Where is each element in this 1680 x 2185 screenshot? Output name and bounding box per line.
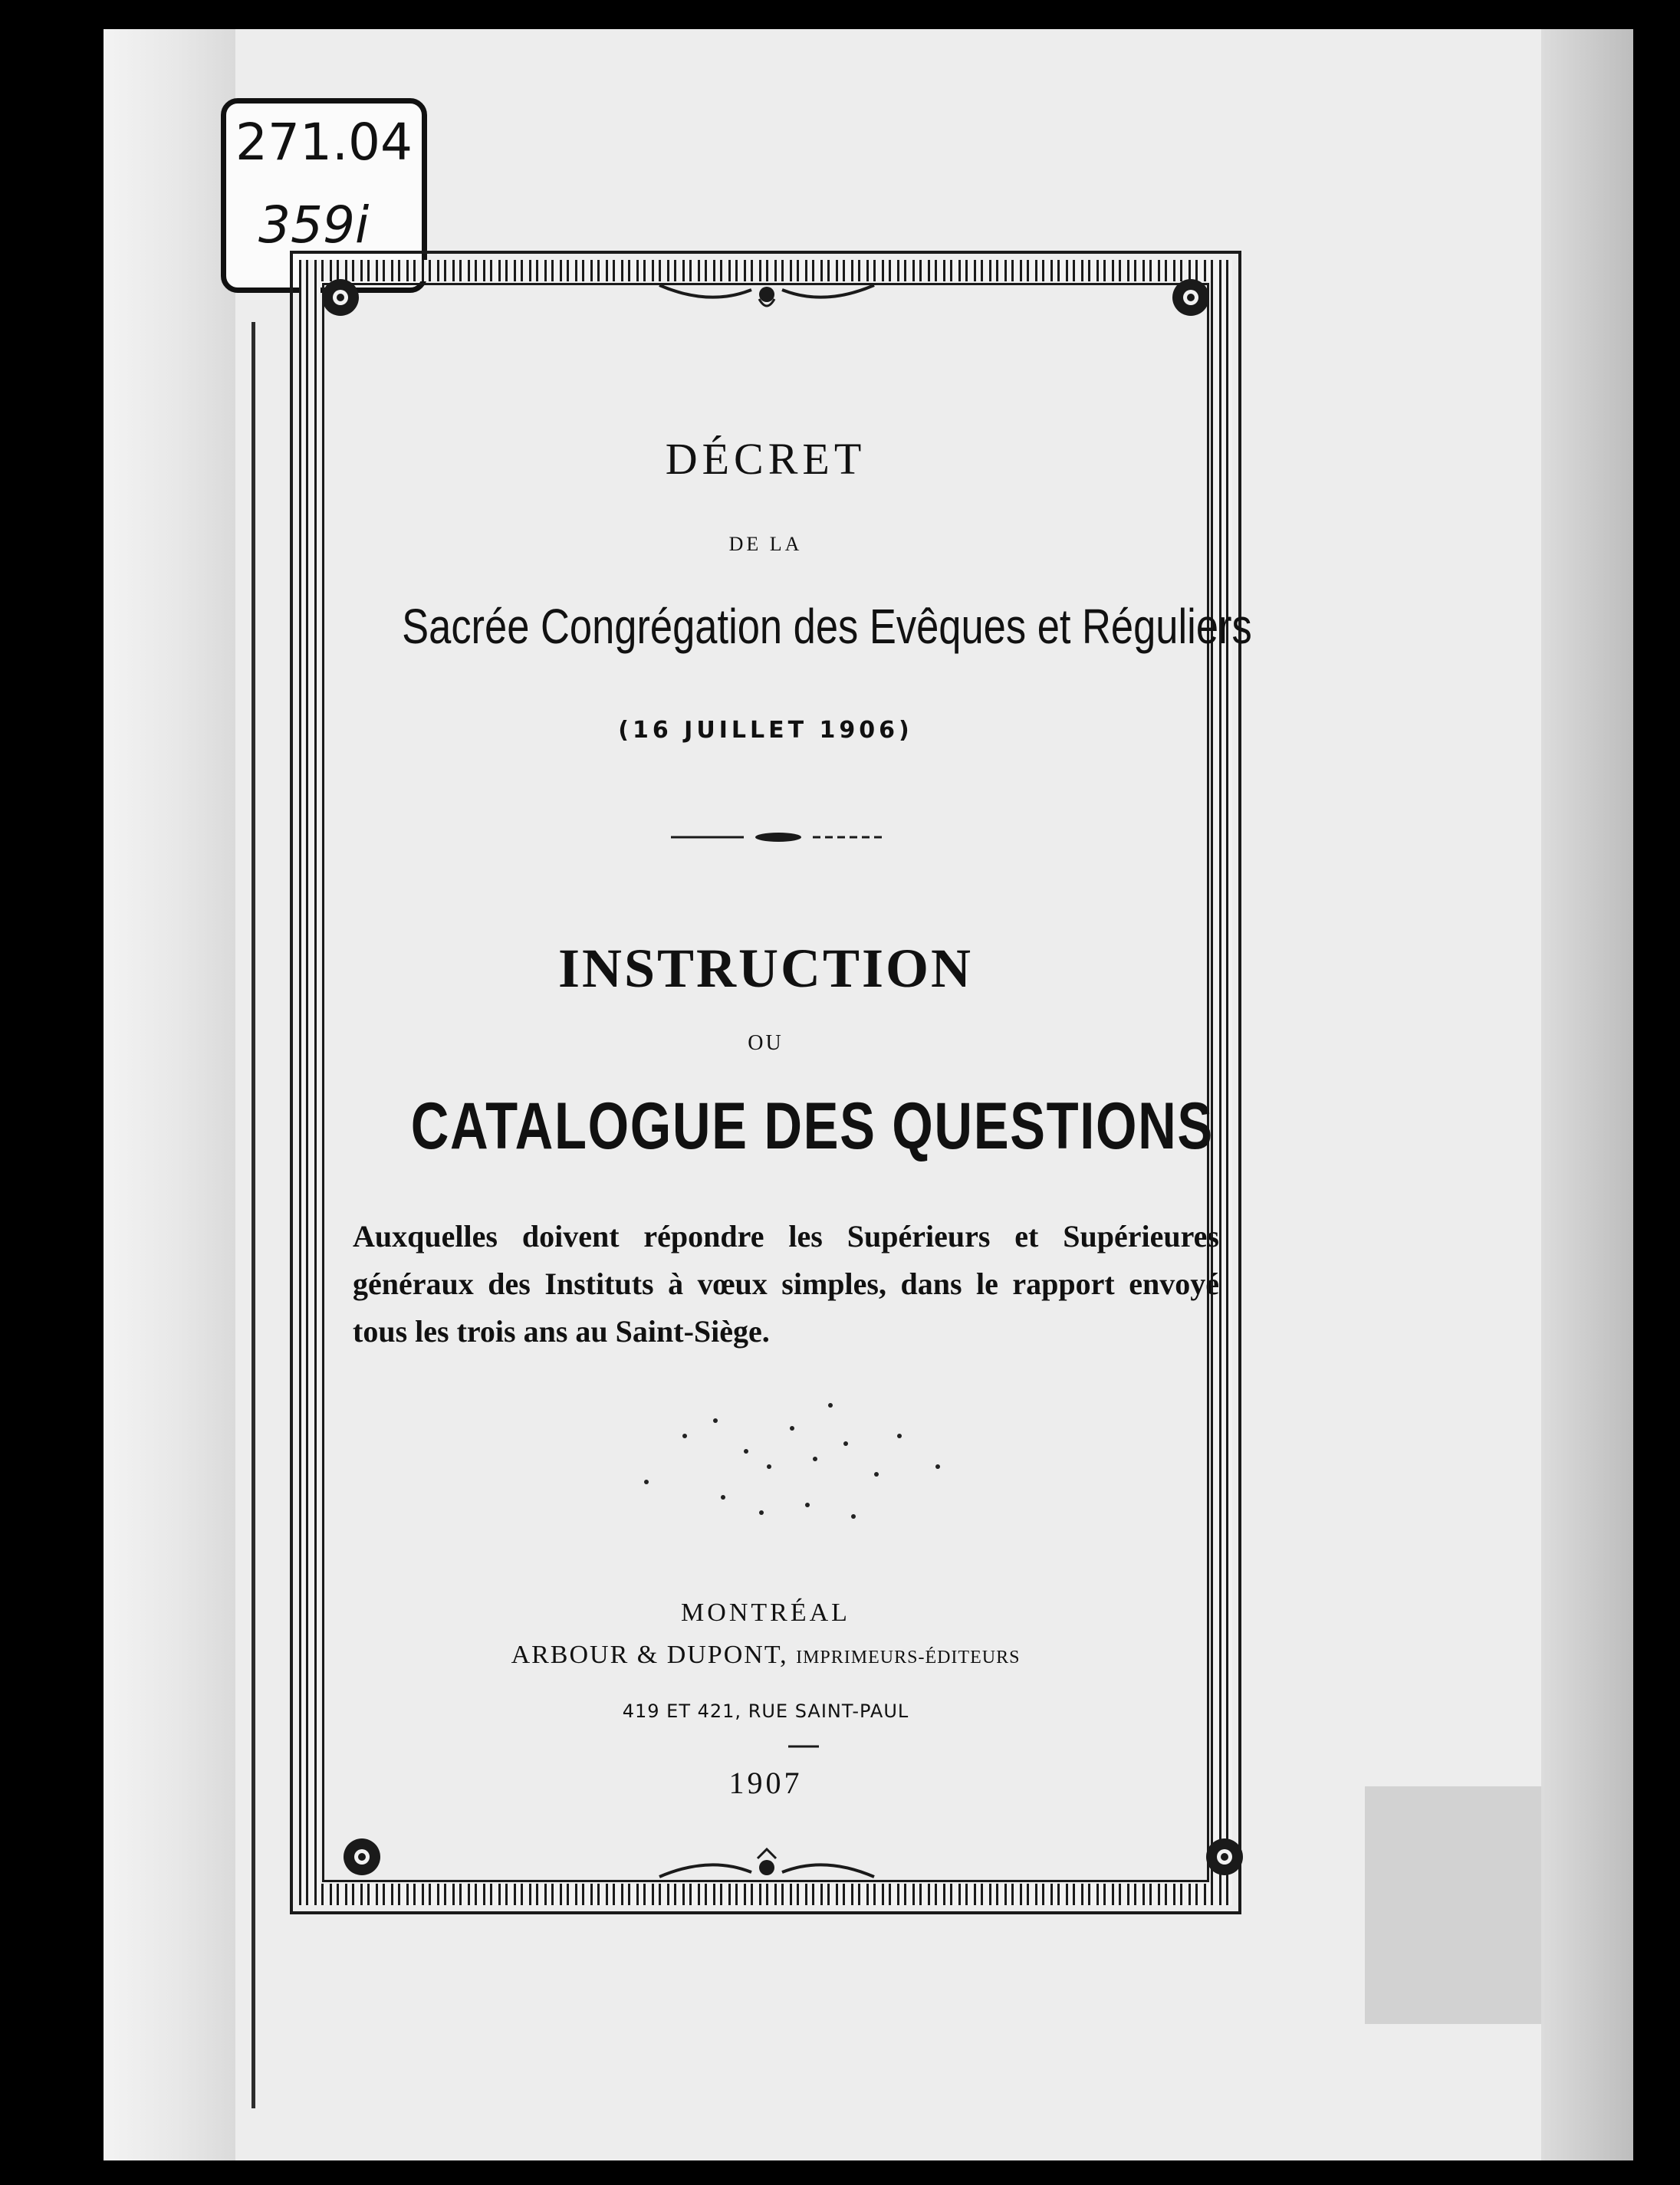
description-text: Auxquelles doivent répondre les Supérieurs et Supérieures généraux des Instituts à vœux simples, dans le rapport envoyé tous les trois ans au Saint-Siège.	[353, 1219, 1219, 1349]
publisher-line	[322, 1641, 1209, 1670]
congregation-name: Sacrée Congrégation des Evêques et Réguliers	[402, 599, 1252, 654]
call-number-line-2: 359i	[258, 196, 370, 255]
decree-date: (16 JUILLET 1906)	[618, 717, 913, 744]
page-right-edge	[1541, 29, 1633, 2160]
instruction-heading: INSTRUCTION	[557, 938, 974, 999]
call-number-line-1: 271.04	[235, 113, 413, 172]
of-the-line: DE LA	[728, 533, 803, 555]
faded-ornament	[491, 1380, 1027, 1549]
palmette-top-left-icon	[316, 273, 365, 322]
palmette-bottom-left-icon	[337, 1832, 386, 1881]
short-dash-rule-icon	[788, 1744, 819, 1749]
publication-year: 1907	[728, 1766, 803, 1800]
publisher-address: 419 ET 421, RUE SAINT-PAUL	[622, 1700, 909, 1722]
divider-rule-icon	[667, 830, 889, 845]
bottom-scroll-ornament-icon	[652, 1848, 882, 1886]
publisher-role: IMPRIMEURS-ÉDITEURS	[796, 1648, 1021, 1668]
description-paragraph	[353, 1213, 1219, 1355]
binding-strip	[104, 29, 235, 2160]
or-line: OU	[748, 1031, 784, 1055]
decree-title: DÉCRET	[665, 434, 866, 484]
publication-city: MONTRÉAL	[681, 1598, 850, 1627]
publisher-names: ARBOUR & DUPONT,	[511, 1641, 788, 1669]
palmette-top-right-icon	[1166, 273, 1215, 322]
catalogue-heading: CATALOGUE DES QUESTIONS	[410, 1089, 1214, 1163]
spine-line	[252, 322, 255, 2108]
palmette-bottom-right-icon	[1200, 1832, 1249, 1881]
scan-shadow	[1365, 1786, 1541, 2024]
top-scroll-ornament-icon	[652, 276, 882, 314]
